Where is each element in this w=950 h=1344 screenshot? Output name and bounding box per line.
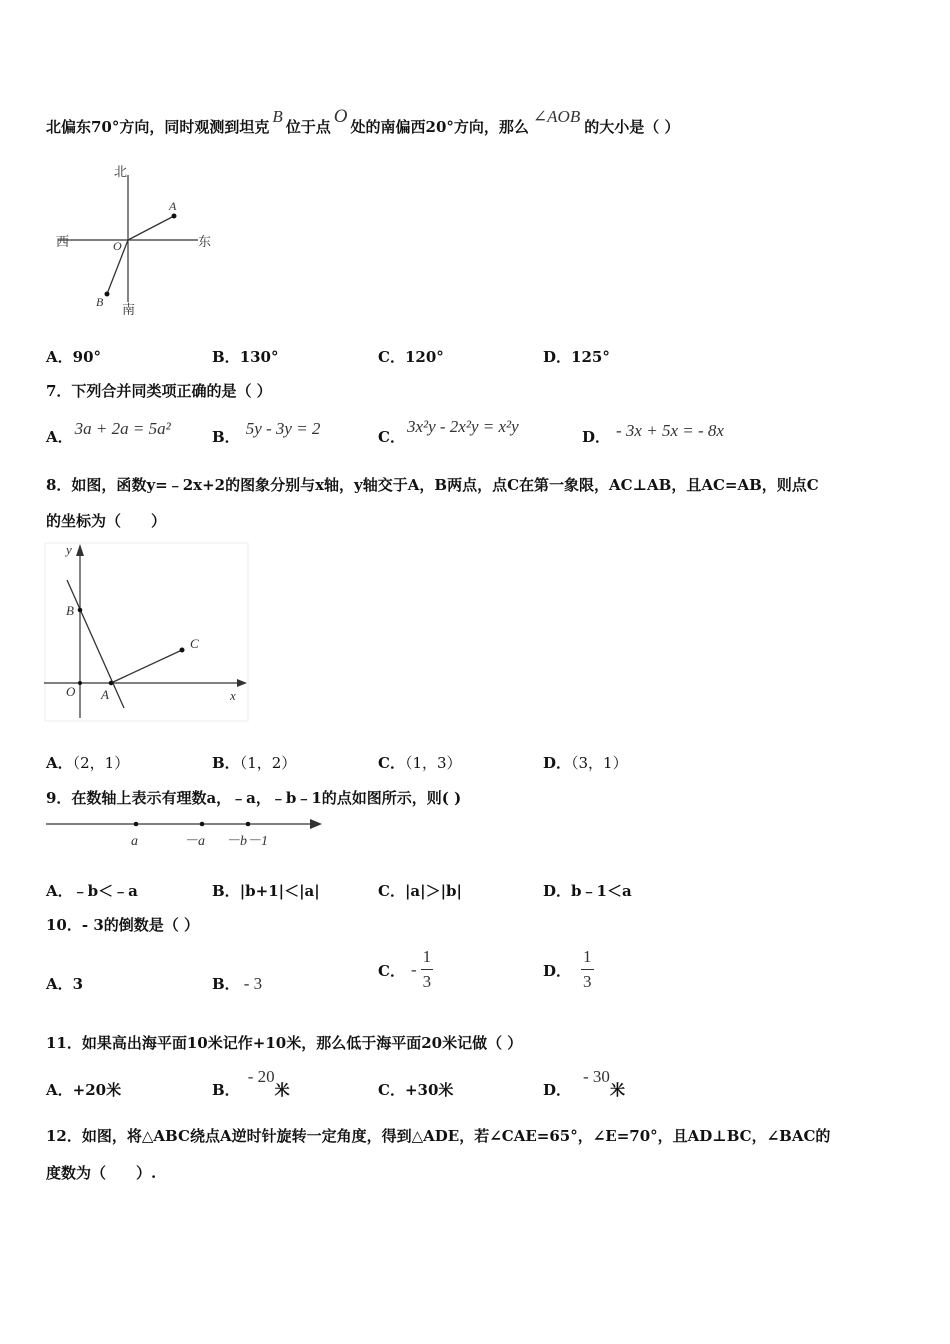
q11-option-d[interactable]: D．- 30米 bbox=[543, 1067, 625, 1099]
label-y: y bbox=[66, 542, 72, 557]
q9-stem: 9．在数轴上表示有理数a，﹣a，﹣b﹣1的点如图所示，则( ) bbox=[46, 789, 462, 807]
label-a: A bbox=[169, 199, 177, 213]
q9-option-d[interactable]: D．b﹣1＜a bbox=[543, 882, 632, 900]
q7-stem: 7．下列合并同类项正确的是（ ） bbox=[46, 382, 272, 400]
q6-text-a: 北偏东70°方向，同时观测到坦克 bbox=[46, 118, 270, 136]
q8-stem-line1: 8．如图，函数y=﹣2x+2的图象分别与x轴，y轴交于A，B两点，点C在第一象限，AC⊥AB，且AC=AB，则点C bbox=[46, 476, 819, 494]
segment-ac bbox=[111, 650, 182, 683]
y-axis-arrow bbox=[76, 544, 84, 556]
number-line-arrow bbox=[310, 819, 322, 829]
q11-stem: 11．如果高出海平面10米记作+10米，那么低于海平面20米记做（ ） bbox=[46, 1034, 523, 1052]
q8-option-c[interactable]: C．（1，3） bbox=[378, 754, 462, 772]
q10-option-d[interactable]: D． $\frac{1}{3}$ bbox=[543, 947, 592, 991]
q6-var-o: O bbox=[333, 106, 348, 127]
q6-text-c: 处的南偏西20°方向，那么 bbox=[350, 118, 529, 136]
label-east: 东 bbox=[198, 234, 212, 249]
point-c bbox=[180, 648, 185, 653]
q6-option-c[interactable]: C．120° bbox=[378, 348, 444, 366]
x-axis-arrow bbox=[237, 679, 247, 687]
q6-text-b: 位于点 bbox=[285, 118, 331, 136]
q9-option-a[interactable]: A．﹣b＜﹣a bbox=[46, 882, 138, 900]
q12-stem-line1: 12．如图，将△ABC绕点A逆时针旋转一定角度，得到△ADE，若∠CAE=65°，∠E=70°，且AD⊥BC，∠BAC的 bbox=[46, 1127, 831, 1145]
q6-option-a[interactable]: A．90° bbox=[46, 348, 102, 366]
q12-stem-line2: 度数为（ ）. bbox=[46, 1164, 157, 1182]
label-a: a bbox=[131, 834, 138, 849]
q6-option-d[interactable]: D．125° bbox=[543, 348, 610, 366]
label-b: B bbox=[96, 295, 104, 309]
point-neg-b-1 bbox=[246, 822, 251, 827]
label-x: x bbox=[230, 688, 236, 703]
fraction-one-third: $\frac{1}{3}$ bbox=[583, 947, 592, 991]
q7-option-d[interactable]: D． - 3x + 5x = - 8x bbox=[582, 421, 724, 446]
q7-expr-b: 5y - 3y = 2 bbox=[245, 419, 321, 438]
label-neg-b-1: －b－1 bbox=[226, 834, 268, 849]
q9-option-c[interactable]: C．|a|＞|b| bbox=[378, 882, 462, 900]
point-a bbox=[109, 681, 114, 686]
label-a: A bbox=[101, 687, 109, 702]
q7-expr-c: 3x²y - 2x²y = x²y bbox=[406, 417, 519, 436]
q8-option-a[interactable]: A．（2，1） bbox=[46, 754, 130, 772]
q6-stem bbox=[46, 106, 680, 138]
label-b: B bbox=[66, 603, 74, 618]
q6-var-b: B bbox=[272, 107, 283, 126]
q10-stem: 10．- 3的倒数是（ ） bbox=[46, 916, 199, 934]
q6-compass-figure bbox=[50, 160, 220, 325]
q10-option-a[interactable]: A．3 bbox=[46, 975, 84, 993]
q6-text-d: 的大小是（ ） bbox=[584, 118, 680, 136]
point-b bbox=[105, 292, 110, 297]
label-c: C bbox=[190, 636, 199, 651]
point-neg-a bbox=[200, 822, 205, 827]
line-ab bbox=[67, 580, 124, 708]
label-west: 西 bbox=[56, 234, 70, 249]
q7-option-a[interactable]: A． 3a + 2a = 5a² bbox=[46, 419, 171, 446]
ray-oa bbox=[128, 216, 174, 240]
figure-frame bbox=[45, 543, 248, 721]
q7-option-b[interactable]: B． 5y - 3y = 2 bbox=[212, 419, 321, 446]
q8-option-d[interactable]: D．（3，1） bbox=[543, 754, 628, 772]
q6-angle: ∠AOB bbox=[532, 107, 581, 126]
q7-expr-a: 3a + 2a = 5a² bbox=[74, 419, 171, 438]
label-south: 南 bbox=[122, 302, 136, 317]
q11-option-b[interactable]: B．- 20米 bbox=[212, 1067, 290, 1099]
q11-option-a[interactable]: A．+20米 bbox=[46, 1081, 122, 1099]
q11-option-c[interactable]: C．+30米 bbox=[378, 1081, 454, 1099]
q9-option-b[interactable]: B．|b+1|＜|a| bbox=[212, 882, 320, 900]
label-neg-a: －a bbox=[184, 834, 205, 849]
fraction-neg-one-third: $\frac{1}{3}$ bbox=[422, 947, 432, 991]
q7-expr-d: - 3x + 5x = - 8x bbox=[616, 421, 724, 440]
point-b bbox=[78, 608, 83, 613]
q8-stem-line2: 的坐标为（ ） bbox=[46, 512, 167, 530]
point-a bbox=[134, 822, 139, 827]
q9-number-line bbox=[44, 812, 326, 852]
q8-option-b[interactable]: B．（1，2） bbox=[212, 754, 297, 772]
q7-option-c[interactable]: C．3x²y - 2x²y = x²y bbox=[378, 417, 519, 446]
q6-option-b[interactable]: B．130° bbox=[212, 348, 279, 366]
q10-option-c[interactable]: C． - $\frac{1}{3}$ bbox=[378, 947, 432, 991]
point-a bbox=[172, 214, 177, 219]
label-north: 北 bbox=[114, 164, 128, 179]
point-o bbox=[78, 681, 82, 685]
label-o: O bbox=[66, 684, 76, 699]
q10-option-b[interactable]: B． - 3 bbox=[212, 974, 263, 993]
q8-graph-figure bbox=[42, 540, 252, 725]
label-o: O bbox=[113, 239, 122, 253]
